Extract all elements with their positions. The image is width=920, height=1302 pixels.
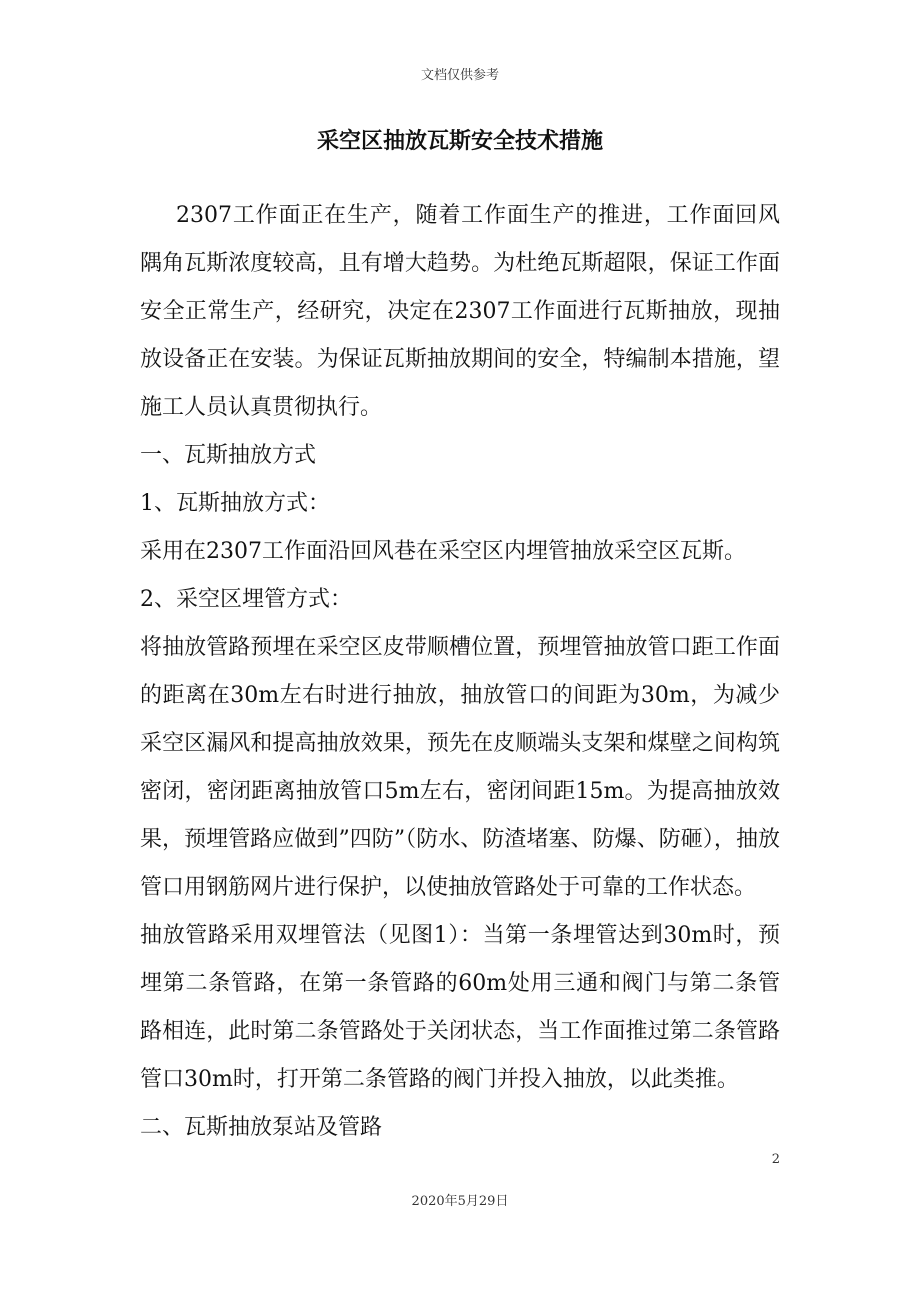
document-body — [140, 192, 780, 1152]
page-header: 文档仅供参考 — [420, 68, 499, 83]
paragraph-pipe-layout: 将抽放管路预埋在采空区皮带顺槽位置，预埋管抽放管口距工作面的距离在30m左右时进行抽放，抽放管口的间距为30m，为减少采空区漏风和提高抽放效果，预先在皮顺端头支架和煤壁之间构筑密闭，密闭距离抽放管口5m左右，密闭间距15m。为提高抽放效果，预埋管路应做到”四防”（防水、防渣堵塞、防爆、防砸），抽放管口用钢筋网片进行保护，以使抽放管路处于可靠的工作状态。 — [140, 635, 780, 900]
paragraph-method: 采用在2307工作面沿回风巷在采空区内埋管抽放采空区瓦斯。 — [140, 539, 746, 564]
intro-paragraph: 2307工作面正在生产，随着工作面生产的推进，工作面回风隅角瓦斯浓度较高，且有增大趋势。为杜绝瓦斯超限，保证工作面安全正常生产，经研究，决定在2307工作面进行瓦斯抽放，现抽放设备正在安装。为保证瓦斯抽放期间的安全，特编制本措施，望施工人员认真贯彻执行。 — [140, 203, 780, 420]
document-title: 采空区抽放瓦斯安全技术措施 — [316, 129, 603, 154]
page-number: 2 — [771, 1152, 780, 1167]
footer-date: 2020年5月29日 — [411, 1194, 509, 1209]
subsection-heading-2: 2、采空区埋管方式： — [140, 587, 352, 612]
section-heading-1: 一、瓦斯抽放方式 — [140, 443, 317, 468]
subsection-heading-1: 1、瓦斯抽放方式： — [140, 491, 330, 516]
paragraph-double-pipe: 抽放管路采用双埋管法（见图1）：当第一条埋管达到30m时，预埋第二条管路，在第一条管路的60m处用三通和阀门与第二条管路相连，此时第二条管路处于关闭状态，当工作面推过第二条管路管口30m时，打开第二条管路的阀门并投入抽放，以此类推。 — [140, 923, 780, 1092]
section-heading-2: 二、瓦斯抽放泵站及管路 — [140, 1115, 383, 1140]
